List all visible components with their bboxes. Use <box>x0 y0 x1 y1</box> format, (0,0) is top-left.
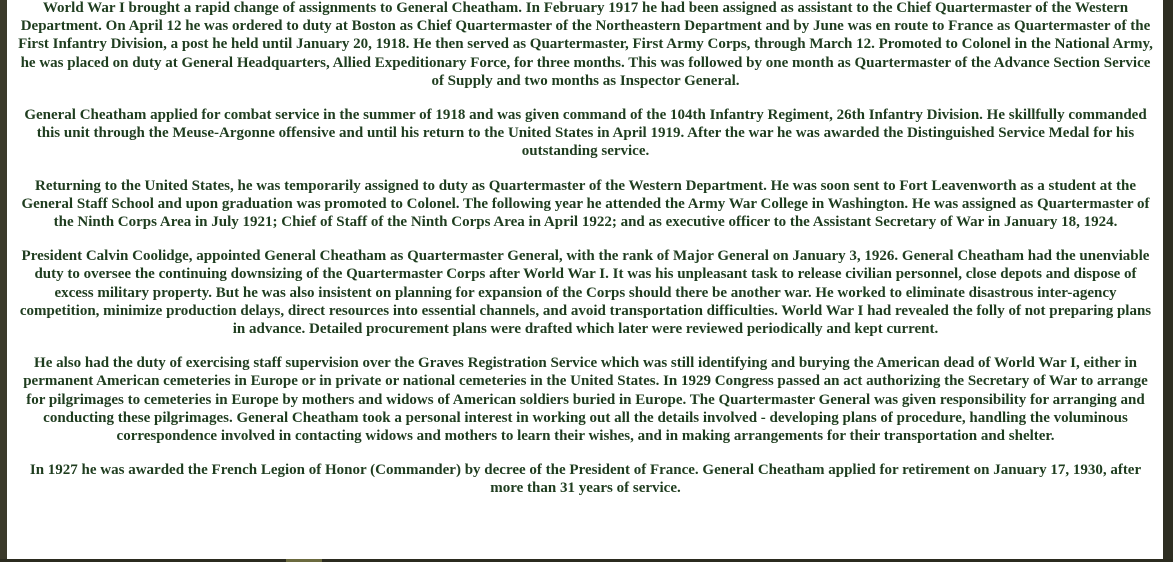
left-border <box>0 0 7 562</box>
paragraph-return-to-us: Returning to the United States, he was temporarily assigned to duty as Quartermaster of the Western Department. He was soon sent to Fort Leavenworth as a student at the General Staff School and upon graduation was promoted to Colonel. The following year he attended the Army War College in Washington. He was assigned as Quartermaster of the Ninth Corps Area in July 1921; Chief of Staff of the Ninth Corps Area in April 1922; and as executive officer to the Assistant Secretary of War in January 18, 1924. <box>21 177 1150 231</box>
article-body <box>14 0 1157 514</box>
paragraph-legion-of-honor: In 1927 he was awarded the French Legion of Honor (Commander) by decree of the President of France. General Cheatham applied for retirement on January 17, 1930, after more than 31 years of service. <box>29 462 1142 497</box>
paragraph-graves-registration: He also had the duty of exercising staff supervision over the Graves Registration Service which was still identifying and burying the American dead of World War I, either in permanent American cemeteries in Europe or in private or national cemeteries in the United States. In 1929 Congress passed an act authorizing the Secretary of War to arrange for pilgrimages to cemeteries in Europe by mothers and widows of American soldiers buried in Europe. The Quartermaster General was given responsibility for arranging and conducting these pilgrimages. General Cheatham took a personal interest in working out all the details involved - developing plans of procedure, handling the voluminous correspondence involved in contacting widows and mothers to learn their wishes, and in making arrangements for their transportation and shelter. <box>23 355 1148 445</box>
right-scroll-border <box>1163 0 1173 562</box>
paragraph-combat-service: General Cheatham applied for combat service in the summer of 1918 and was given command of the 104th Infantry Regiment, 26th Infantry Division. He skillfully commanded this unit through the Meuse-Argonne offensive and until his return to the United States in April 1919. After the war he was awarded the Distinguished Service Medal for his outstanding service. <box>24 107 1147 160</box>
paragraph-wwi-assignments: World War I brought a rapid change of assignments to General Cheatham. In February 1917 he had been assigned as assistant to the Chief Quartermaster of the Western Department. On April 12 he was ordered to duty at Boston as Chief Quartermaster of the Northeastern Department and by June was en route to France as Quartermaster of the First Infantry Division, a post he held until January 20, 1918. He then served as Quartermaster, First Army Corps, through March 12. Promoted to Colonel in the National Army, he was placed on duty at General Headquarters, Allied Expeditionary Force, for three months. This was followed by one month as Quartermaster of the Advance Section Service of Supply and two months as Inspector General. <box>18 0 1153 89</box>
paragraph-quartermaster-general: President Calvin Coolidge, appointed General Cheatham as Quartermaster General, with the rank of Major General on January 3, 1926. General Cheatham had the unenviable duty to oversee the continuing downsizing of the Quartermaster Corps after World War I. It was his unpleasant task to release civilian personnel, close depots and dispose of excess military property. But he was also insistent on planning for expansion of the Corps should there be another war. He worked to eliminate disastrous inter-agency competition, minimize production delays, direct resources into essential channels, and avoid transportation difficulties. World War I had revealed the folly of not preparing plans in advance. Detailed procurement plans were drafted which later were reviewed periodically and kept current. <box>19 248 1152 338</box>
